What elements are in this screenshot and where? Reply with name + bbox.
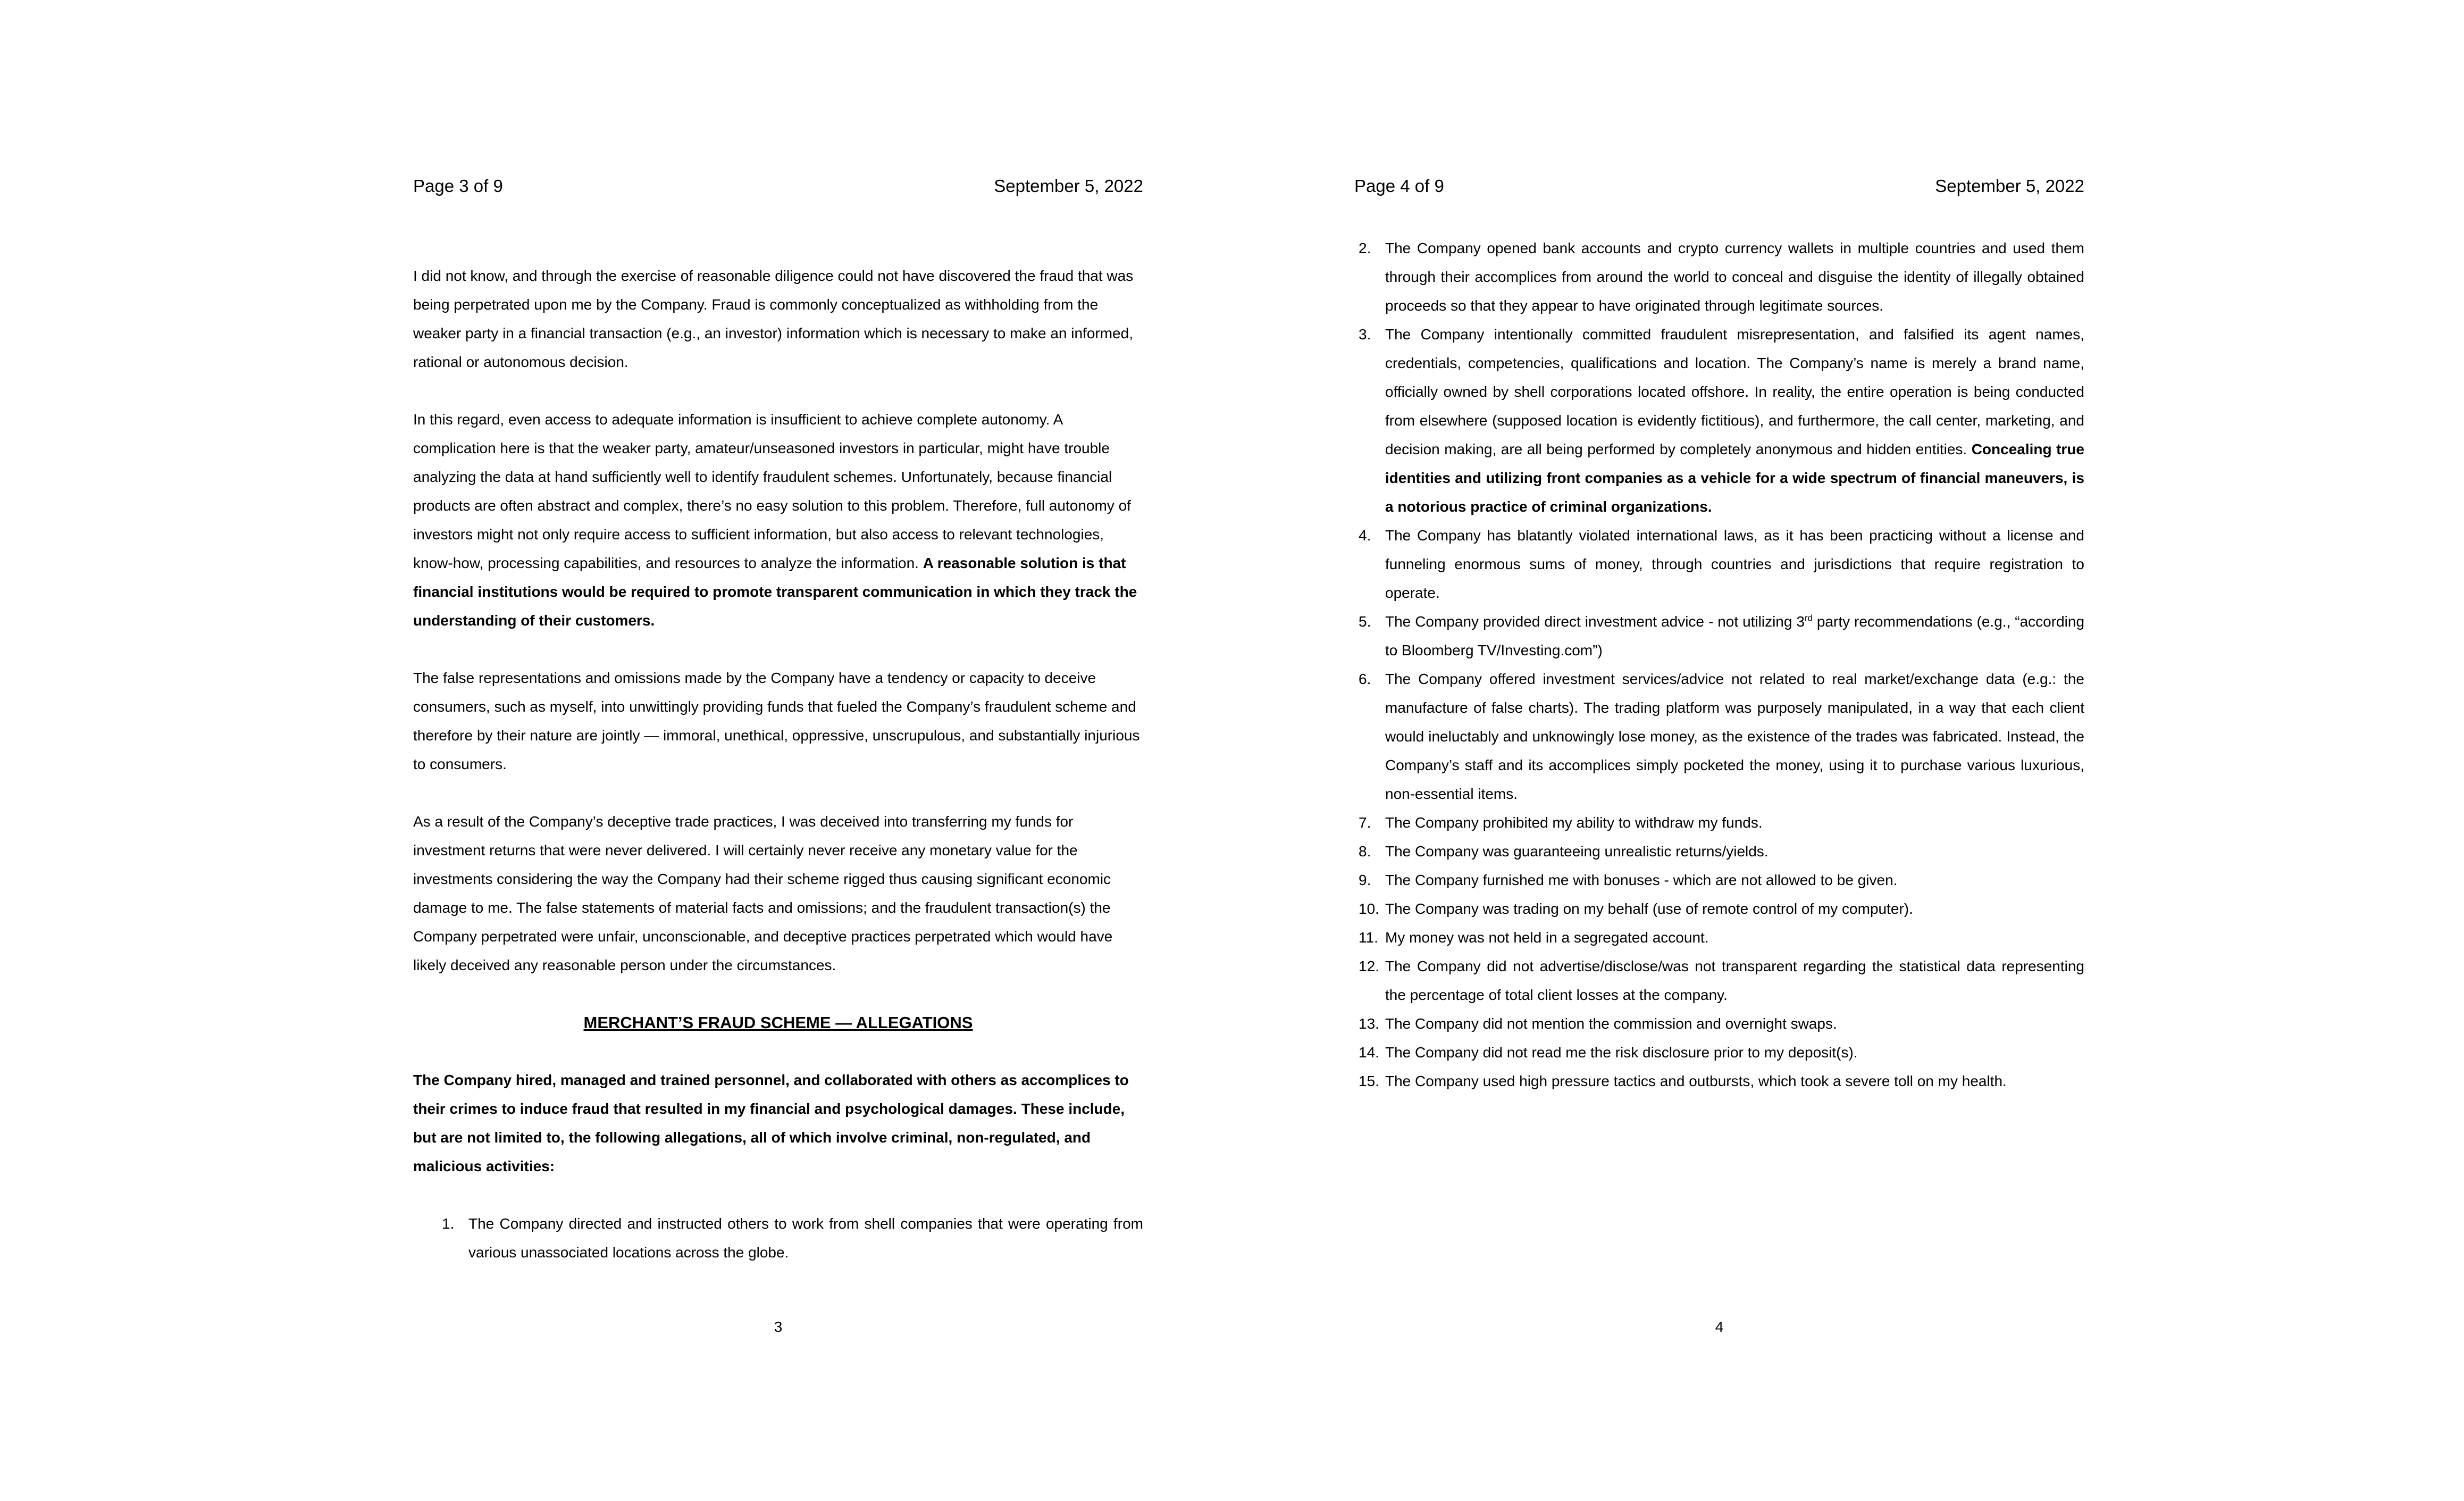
text-run: The Company did not read me the risk disclosure prior to my deposit(s). [1385, 1044, 1858, 1061]
text-run: The Company was guaranteeing unrealistic returns/yields. [1385, 843, 1769, 860]
list-item [1354, 320, 2084, 521]
text-run: The Company did not mention the commission and overnight swaps. [1385, 1015, 1837, 1032]
list-item [1354, 808, 2084, 837]
paragraph [413, 807, 1143, 980]
text-run: The Company directed and instructed others to work from shell companies that were operating from various unassociated locations across the globe. [468, 1215, 1143, 1261]
list-item-number: 15. [1359, 1073, 1379, 1089]
text-run: The Company offered investment services/advice not related to real market/exchange data (e.g.: the manufacture of false charts). The trading platform was purposely manipulated, in a way that each client would ineluctably and unknowingly lose money, as the existence of the trades was fabricated. Instead, the Company’s staff and its accomplices simply pocketed the money, using it to purchase various luxurious, non-essential items. [1385, 671, 2084, 802]
list-item [1354, 1067, 2084, 1096]
list-item-number: 3. [1359, 326, 1371, 343]
list-item-text [1385, 900, 1913, 917]
text-run: Concealing true identities and utilizing front companies as a vehicle for a wide spectrum of financial maneuvers, is a notorious practice of criminal organizations. [1385, 441, 2084, 515]
list-item-text [1385, 240, 2084, 314]
page-3-header [413, 176, 1143, 197]
list-item [1354, 1010, 2084, 1038]
text-run: The Company prohibited my ability to withdraw my funds. [1385, 814, 1763, 831]
list-item-text [1385, 872, 1897, 888]
paragraph [413, 664, 1143, 779]
list-item [1354, 234, 2084, 320]
list-item-text [1385, 1015, 1837, 1032]
list-item [1354, 607, 2084, 665]
text-run: I did not know, and through the exercise of reasonable diligence could not have discovered the fraud that was being perpetrated upon me by the Company. Fraud is commonly conceptualized as withholding from the weaker party in a financial transaction (e.g., an investor) information which is necessary to make an informed, rational or autonomous decision. [413, 268, 1134, 370]
list-item-text [1385, 814, 1763, 831]
list-item-text [1385, 671, 2084, 802]
list-item-number: 5. [1359, 613, 1371, 630]
text-run: The Company did not advertise/disclose/was not transparent regarding the statistical data representing the percentage of total client losses at the company. [1385, 958, 2084, 1003]
text-run: The Company used high pressure tactics and outbursts, which took a severe toll on my health. [1385, 1073, 2007, 1089]
paragraph [413, 262, 1143, 377]
text-run: The Company intentionally committed fraudulent misrepresentation, and falsified its agent names, credentials, competencies, qualifications and location. The Company’s name is merely a brand name, officially owned by shell corporations located offshore. In reality, the entire operation is being conducted from elsewhere (supposed location is evidently fictitious), and furthermore, the call center, marketing, and decision making, are all being performed by completely anonymous and hidden entities. [1385, 326, 2084, 457]
list-item [1354, 923, 2084, 952]
text-run: As a result of the Company’s deceptive trade practices, I was deceived into transferring my funds for investment returns that were never delivered. I will certainly never receive any monetary value for the investments considering the way the Company had their scheme rigged thus causing significant economic damage to me. The false statements of material facts and omissions; and the fraudulent transaction(s) the Company perpetrated were unfair, unconscionable, and deceptive practices perpetrated which would have likely deceived any reasonable person under the circumstances. [413, 813, 1113, 973]
page-4-header [1354, 176, 2084, 197]
numbered-list [1354, 234, 2084, 1096]
text-run: The Company provided direct investment advice - not utilizing 3 [1385, 613, 1805, 630]
list-item-number: 14. [1359, 1044, 1379, 1061]
text-run: My money was not held in a segregated account. [1385, 929, 1709, 946]
list-item-text [1385, 1073, 2007, 1089]
list-item-text [1385, 1044, 1858, 1061]
list-item-number: 7. [1359, 814, 1371, 831]
page-number-footer: 3 [774, 1319, 783, 1335]
paragraph [413, 1066, 1143, 1181]
text-run: In this regard, even access to adequate information is insufficient to achieve complete autonomy. A complication here is that the weaker party, amateur/unseasoned investors in particular, might have trouble analyzing the data at hand sufficiently well to identify fraudulent schemes. Unfortunately, because financial products are often abstract and complex, there’s no easy solution to this problem. Therefore, full autonomy of investors might not only require access to sufficient information, but also access to relevant technologies, know-how, processing capabilities, and resources to analyze the information. [413, 411, 1131, 571]
text-run: The Company furnished me with bonuses - which are not allowed to be given. [1385, 872, 1898, 888]
document-date: September 5, 2022 [1935, 176, 2084, 196]
list-item-number: 2. [1359, 240, 1371, 256]
list-item-text [1385, 613, 2084, 658]
text-run: The Company has blatantly violated international laws, as it has been practicing without a license and funneling enormous sums of money, through countries and jurisdictions that require registration to operate. [1385, 527, 2084, 601]
text-run: A reasonable solution is that financial institutions would be required to promote transparent communication in which they track the understanding of their customers. [413, 555, 1137, 629]
list-item-number: 10. [1359, 900, 1379, 917]
list-item-number: 11. [1359, 929, 1378, 946]
list-item-number: 13. [1359, 1015, 1379, 1032]
numbered-list [413, 1210, 1143, 1267]
list-item-number: 12. [1359, 958, 1379, 974]
text-run: The Company was trading on my behalf (use of remote control of my computer). [1385, 900, 1913, 917]
text-run: party recommendations (e.g., “according to Bloomberg TV/Investing.com”) [1385, 613, 2085, 658]
list-item-text [468, 1215, 1143, 1261]
list-item-number: 8. [1359, 843, 1371, 860]
page-number-footer: 4 [1715, 1319, 1724, 1335]
list-item [1354, 952, 2084, 1010]
page-3-content [413, 262, 1143, 1267]
page-3 [413, 176, 1143, 1267]
section-heading [413, 1008, 1143, 1037]
list-item-text [1385, 326, 2084, 515]
list-item-number: 9. [1359, 872, 1371, 888]
list-item [1354, 895, 2084, 923]
page-4 [1354, 176, 2084, 1096]
list-item-text [1385, 527, 2084, 601]
page-4-content [1354, 234, 2084, 1096]
list-item [1354, 1038, 2084, 1067]
list-item-text [1385, 843, 1769, 860]
list-item [1354, 665, 2084, 808]
text-run: The Company opened bank accounts and crypto currency wallets in multiple countries and used them through their accomplices from around the world to conceal and disguise the identity of illegally obtained proceeds so that they appear to have originated through legitimate sources. [1385, 240, 2084, 314]
paragraph [413, 405, 1143, 635]
list-item [1354, 866, 2084, 895]
text-run: MERCHANT’S FRAUD SCHEME — ALLEGATIONS [583, 1013, 973, 1032]
page-indicator: Page 4 of 9 [1354, 176, 1444, 196]
document-date: September 5, 2022 [994, 176, 1143, 196]
list-item [438, 1210, 1143, 1267]
text-run: rd [1804, 613, 1813, 623]
list-item-text [1385, 958, 2084, 1003]
list-item [1354, 837, 2084, 866]
text-run: The Company hired, managed and trained personnel, and collaborated with others as accomplices to their crimes to induce fraud that resulted in my financial and psychological damages. These include, but are not limited to, the following allegations, all of which involve criminal, non-regulated, and malicious activities: [413, 1072, 1129, 1174]
list-item-text [1385, 929, 1709, 946]
page-indicator: Page 3 of 9 [413, 176, 503, 196]
text-run: The false representations and omissions made by the Company have a tendency or capacity to deceive consumers, such as myself, into unwittingly providing funds that fueled the Company’s fraudulent scheme and therefore by their nature are jointly — immoral, unethical, oppressive, unscrupulous, and substantially injurious to consumers. [413, 670, 1140, 772]
list-item [1354, 521, 2084, 607]
list-item-number: 1. [442, 1215, 455, 1232]
list-item-number: 6. [1359, 671, 1371, 687]
list-item-number: 4. [1359, 527, 1371, 544]
